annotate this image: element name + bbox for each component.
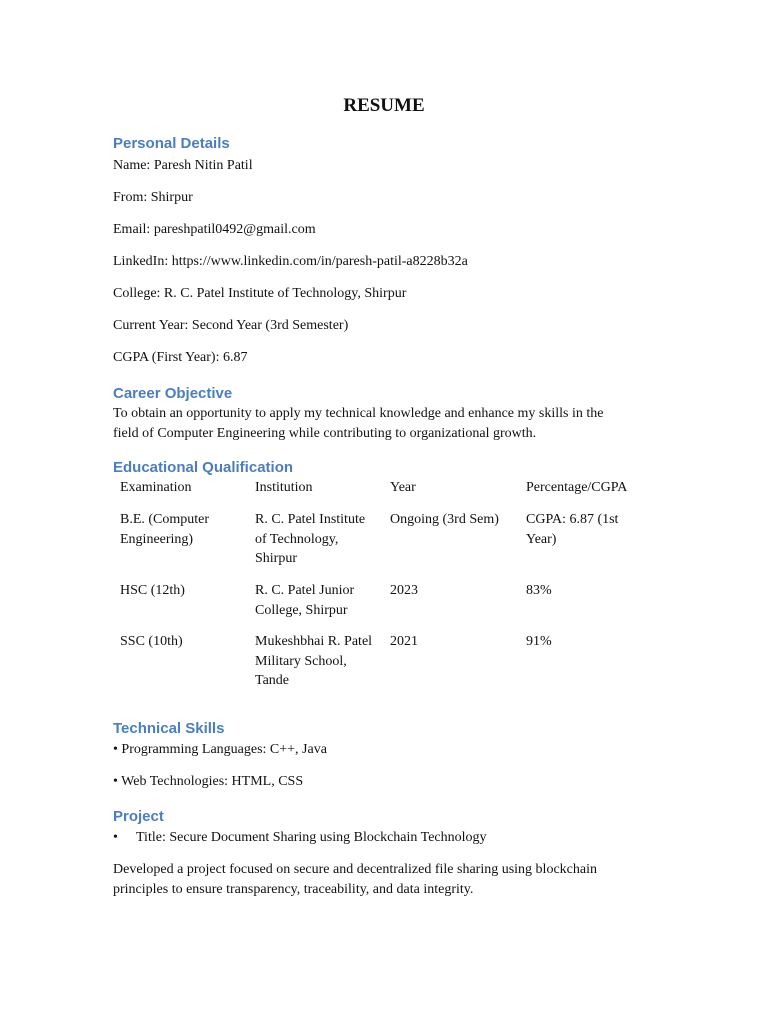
bullet-icon: • (113, 830, 118, 845)
header-year: Year (390, 480, 416, 495)
technical-skills-heading: Technical Skills (113, 720, 225, 737)
from-line: From: Shirpur (113, 190, 193, 205)
project-title: Title: Secure Document Sharing using Blockchain Technology (136, 830, 487, 845)
cell-score: 83% (526, 583, 552, 598)
cell-examination: HSC (12th) (120, 583, 185, 598)
college-line: College: R. C. Patel Institute of Technology, Shirpur (113, 286, 407, 301)
header-examination: Examination (120, 480, 192, 495)
education-table (113, 478, 653, 692)
project-heading: Project (113, 808, 164, 825)
cell-year: 2023 (390, 583, 418, 598)
skill-item-web: • Web Technologies: HTML, CSS (113, 774, 304, 789)
name-line: Name: Paresh Nitin Patil (113, 158, 253, 173)
personal-details-heading: Personal Details (113, 135, 230, 152)
table-row (113, 632, 653, 692)
cell-institution: Mukeshbhai R. Patel Military School, Tande (255, 634, 373, 688)
cell-year: 2021 (390, 634, 418, 649)
resume-title: RESUME (343, 95, 425, 116)
objective-line-1: To obtain an opportunity to apply my technical knowledge and enhance my skills in the (113, 406, 604, 421)
skill-item-programming: • Programming Languages: C++, Java (113, 742, 327, 757)
project-desc-line-1: Developed a project focused on secure and decentralized file sharing using blockchain (113, 862, 597, 877)
cell-score: 91% (526, 634, 552, 649)
email-line: Email: pareshpatil0492@gmail.com (113, 222, 316, 237)
cell-year: Ongoing (3rd Sem) (390, 512, 499, 527)
linkedin-line: LinkedIn: https://www.linkedin.com/in/paresh-patil-a8228b32a (113, 254, 468, 269)
table-row (113, 581, 653, 632)
cell-examination: SSC (10th) (120, 634, 183, 649)
education-table-header (113, 478, 653, 510)
career-objective-heading: Career Objective (113, 385, 233, 402)
cgpa-line: CGPA (First Year): 6.87 (113, 350, 248, 365)
cell-institution: R. C. Patel Institute of Technology, Shirpur (255, 512, 366, 566)
header-percentage: Percentage/CGPA (526, 480, 628, 495)
cell-examination: B.E. (Computer Engineering) (120, 512, 210, 547)
current-year-line: Current Year: Second Year (3rd Semester) (113, 318, 349, 333)
header-institution: Institution (255, 480, 313, 495)
table-row (113, 510, 653, 581)
cell-score: CGPA: 6.87 (1st Year) (526, 512, 619, 547)
objective-line-2: field of Computer Engineering while contributing to organizational growth. (113, 426, 537, 441)
project-desc-line-2: principles to ensure transparency, traceability, and data integrity. (113, 882, 474, 897)
cell-institution: R. C. Patel Junior College, Shirpur (255, 583, 355, 618)
education-heading: Educational Qualification (113, 459, 294, 476)
